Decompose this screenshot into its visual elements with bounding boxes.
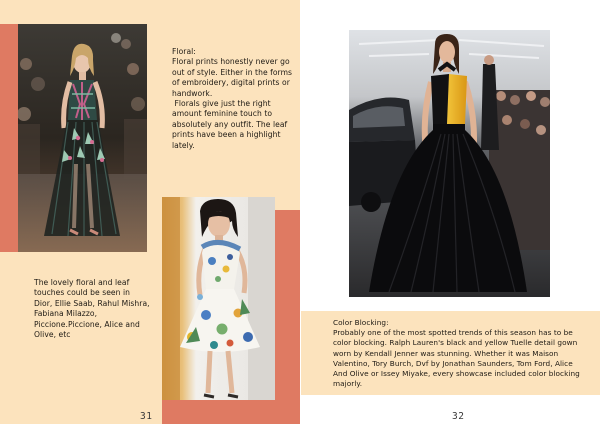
floral-paragraph-2: Florals give just the right amount feminine touch to absolutely any outfit. The leaf prints have been a highlight lately. [172,99,290,150]
designers-text-block [34,278,150,340]
floral-text-block [172,47,294,151]
color-block-gown-illustration [349,30,550,297]
floral-gown-illustration [18,24,147,252]
floral-gown-runway-photo [18,24,147,252]
color-blocking-text-block [333,318,581,389]
coral-accent-strip [0,24,20,252]
floral-mini-dress-illustration [162,197,275,400]
floral-mini-dress-photo [162,197,275,400]
floral-paragraph-1: Floral prints honestly never go out of style. Either in the forms of embroidery, digital prints or handwork. [172,57,293,98]
color-block-gown-photo [349,30,550,297]
color-blocking-heading: Color Blocking: [333,318,389,327]
color-blocking-paragraph: Probably one of the most spotted trends of this season has to be color blocking. Ralph Lauren's black and yellow Tuelle detail gown worn by Kendall Jenner was stunning. Whether it was Maison Valentino, Tory Burch, Dvf by Jonathan Saunders, Tom Ford, Alice And Olive or Issey Miyake, every showcase included color blocking majorly. [333,328,580,389]
floral-heading: Floral: [172,47,196,56]
page-number-left: 31 [140,411,153,422]
designers-paragraph: The lovely floral and leaf touches could be seen in Dior, Ellie Saab, Rahul Mishra, Fabiana Milazzo, Piccione.Piccione, Alice and Olive, etc [34,278,150,340]
page-number-right: 32 [452,411,465,422]
